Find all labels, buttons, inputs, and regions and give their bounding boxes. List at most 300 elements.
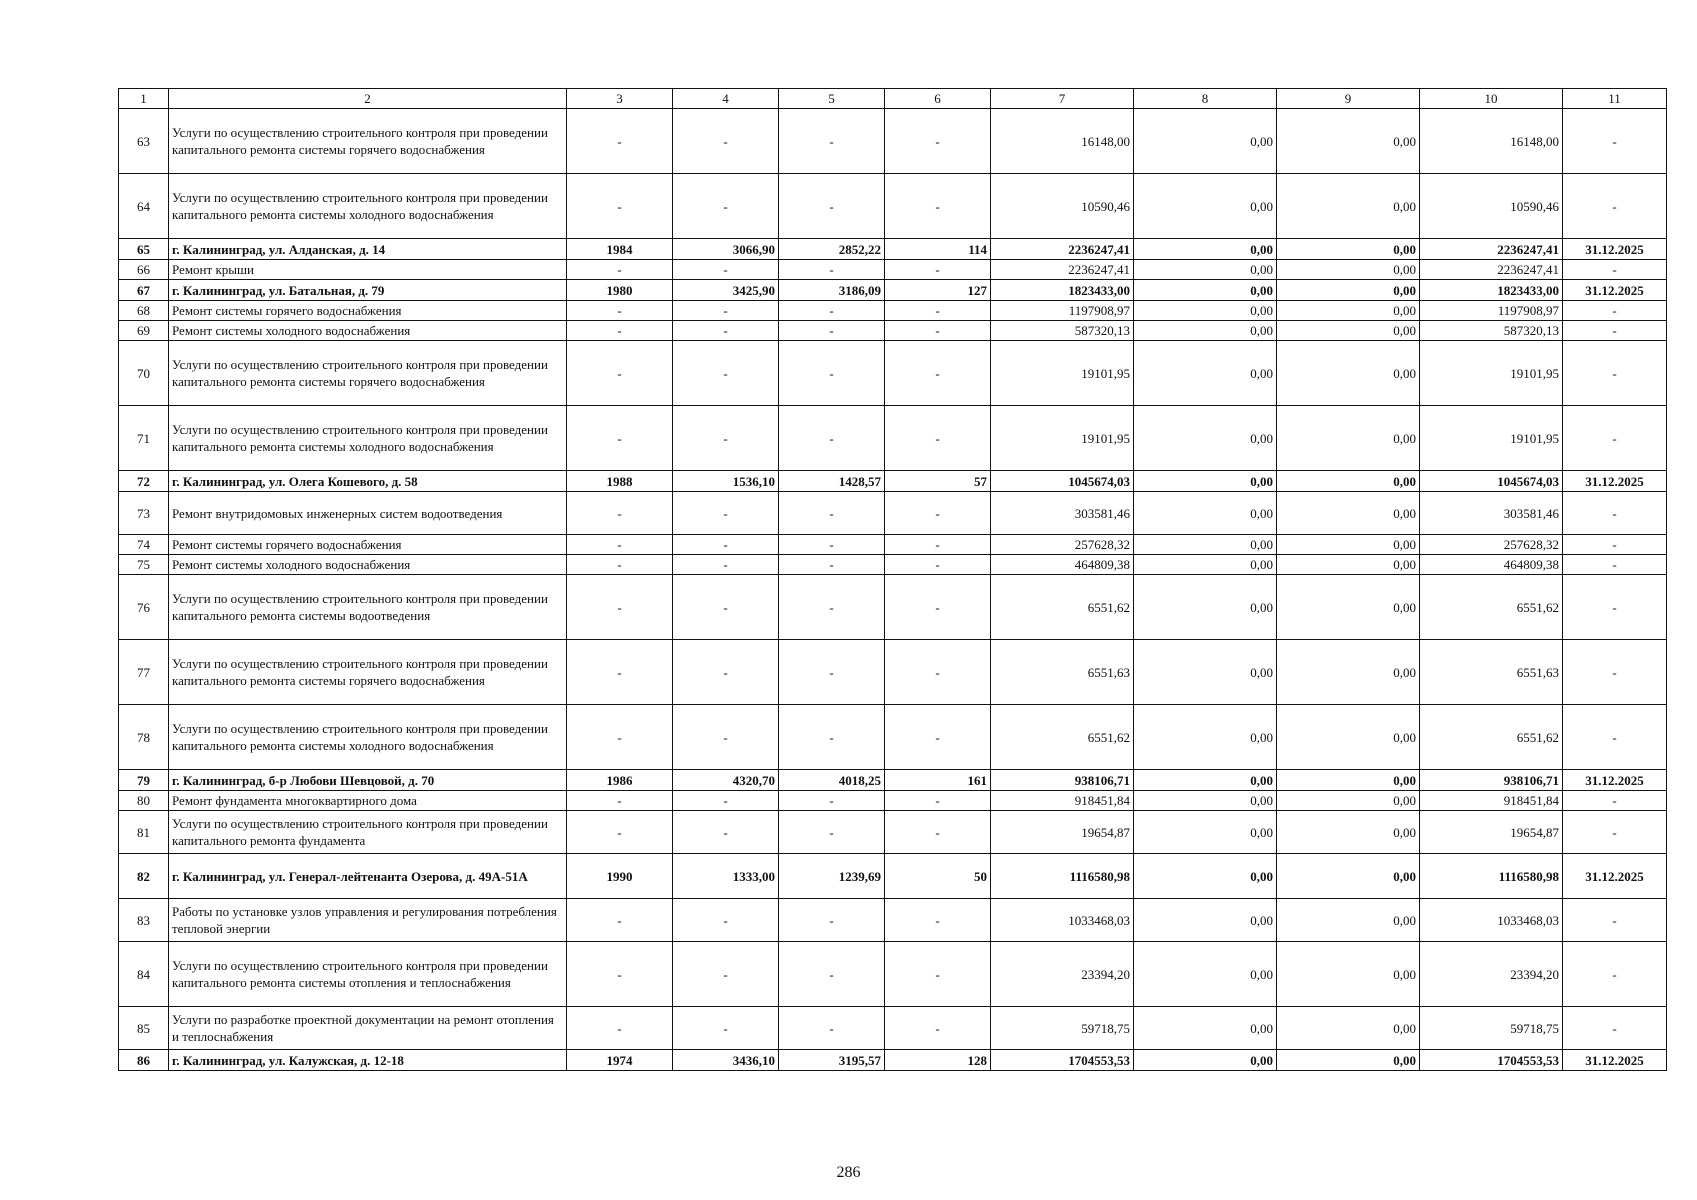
value-cell: - <box>885 260 991 280</box>
value-cell: - <box>673 899 779 942</box>
row-number: 68 <box>119 301 169 321</box>
completion-date: 31.12.2025 <box>1563 471 1667 492</box>
value-cell: 257628,32 <box>991 535 1134 555</box>
table-row <box>119 555 1667 575</box>
value-cell: - <box>673 791 779 811</box>
value-cell: - <box>673 575 779 640</box>
value-cell: - <box>673 341 779 406</box>
value-cell: 0,00 <box>1134 301 1277 321</box>
value-cell: - <box>567 301 673 321</box>
completion-date: - <box>1563 109 1667 174</box>
value-cell: - <box>885 301 991 321</box>
value-cell: - <box>567 321 673 341</box>
table-row <box>119 942 1667 1007</box>
value-cell: - <box>567 109 673 174</box>
completion-date: - <box>1563 811 1667 854</box>
table-row <box>119 341 1667 406</box>
completion-date: - <box>1563 791 1667 811</box>
value-cell: 1984 <box>567 239 673 260</box>
work-description: Ремонт системы горячего водоснабжения <box>169 301 567 321</box>
value-cell: - <box>779 406 885 471</box>
value-cell: 19101,95 <box>1420 341 1563 406</box>
value-cell: 19101,95 <box>1420 406 1563 471</box>
value-cell: - <box>779 301 885 321</box>
value-cell: 1033468,03 <box>991 899 1134 942</box>
completion-date: - <box>1563 640 1667 705</box>
value-cell: 161 <box>885 770 991 791</box>
value-cell: - <box>673 174 779 239</box>
value-cell: - <box>673 492 779 535</box>
value-cell: - <box>779 811 885 854</box>
work-description: Услуги по осуществлению строительного контроля при проведении капитального ремонта системы отопления и теплоснабжения <box>169 942 567 1007</box>
value-cell: - <box>779 1007 885 1050</box>
value-cell: 0,00 <box>1134 899 1277 942</box>
row-number: 78 <box>119 705 169 770</box>
value-cell: - <box>885 406 991 471</box>
value-cell: 2852,22 <box>779 239 885 260</box>
value-cell: - <box>567 575 673 640</box>
value-cell: - <box>673 406 779 471</box>
work-description: Ремонт внутридомовых инженерных систем водоотведения <box>169 492 567 535</box>
value-cell: - <box>779 321 885 341</box>
row-number: 84 <box>119 942 169 1007</box>
value-cell: 23394,20 <box>1420 942 1563 1007</box>
value-cell: 0,00 <box>1134 471 1277 492</box>
value-cell: 0,00 <box>1277 705 1420 770</box>
column-header-5: 5 <box>779 89 885 109</box>
table-row <box>119 406 1667 471</box>
value-cell: - <box>567 260 673 280</box>
value-cell: 0,00 <box>1134 109 1277 174</box>
value-cell: 19101,95 <box>991 341 1134 406</box>
value-cell: 303581,46 <box>1420 492 1563 535</box>
value-cell: - <box>567 492 673 535</box>
value-cell: 1428,57 <box>779 471 885 492</box>
column-header-9: 9 <box>1277 89 1420 109</box>
value-cell: - <box>567 942 673 1007</box>
value-cell: 0,00 <box>1134 854 1277 899</box>
value-cell: 16148,00 <box>991 109 1134 174</box>
value-cell: 0,00 <box>1277 535 1420 555</box>
value-cell: 1033468,03 <box>1420 899 1563 942</box>
value-cell: 19101,95 <box>991 406 1134 471</box>
completion-date: 31.12.2025 <box>1563 770 1667 791</box>
value-cell: 6551,63 <box>1420 640 1563 705</box>
value-cell: - <box>779 260 885 280</box>
table-body <box>119 109 1667 1071</box>
value-cell: 6551,62 <box>991 575 1134 640</box>
value-cell: 464809,38 <box>991 555 1134 575</box>
table-row <box>119 239 1667 260</box>
value-cell: 2236247,41 <box>991 239 1134 260</box>
value-cell: 23394,20 <box>991 942 1134 1007</box>
value-cell: 1980 <box>567 280 673 301</box>
value-cell: 918451,84 <box>991 791 1134 811</box>
value-cell: - <box>673 301 779 321</box>
value-cell: 3186,09 <box>779 280 885 301</box>
table-row <box>119 640 1667 705</box>
value-cell: 3195,57 <box>779 1050 885 1071</box>
column-header-3: 3 <box>567 89 673 109</box>
completion-date: - <box>1563 705 1667 770</box>
value-cell: 0,00 <box>1134 1050 1277 1071</box>
value-cell: - <box>673 109 779 174</box>
works-table <box>118 88 1667 1071</box>
value-cell: 0,00 <box>1277 174 1420 239</box>
work-description: г. Калининград, ул. Генерал-лейтенанта Озерова, д. 49А-51А <box>169 854 567 899</box>
value-cell: - <box>673 640 779 705</box>
value-cell: 464809,38 <box>1420 555 1563 575</box>
value-cell: 0,00 <box>1277 260 1420 280</box>
value-cell: 0,00 <box>1134 705 1277 770</box>
completion-date: 31.12.2025 <box>1563 239 1667 260</box>
value-cell: 0,00 <box>1134 174 1277 239</box>
completion-date: - <box>1563 575 1667 640</box>
value-cell: 0,00 <box>1277 791 1420 811</box>
value-cell: - <box>779 341 885 406</box>
value-cell: 10590,46 <box>991 174 1134 239</box>
value-cell: - <box>779 705 885 770</box>
work-description: Услуги по осуществлению строительного контроля при проведении капитального ремонта системы горячего водоснабжения <box>169 640 567 705</box>
row-number: 67 <box>119 280 169 301</box>
value-cell: 1045674,03 <box>1420 471 1563 492</box>
table-row <box>119 174 1667 239</box>
value-cell: - <box>885 555 991 575</box>
row-number: 71 <box>119 406 169 471</box>
value-cell: 16148,00 <box>1420 109 1563 174</box>
value-cell: 0,00 <box>1277 280 1420 301</box>
completion-date: - <box>1563 301 1667 321</box>
value-cell: - <box>885 174 991 239</box>
table-row <box>119 1050 1667 1071</box>
work-description: г. Калининград, б-р Любови Шевцовой, д. 70 <box>169 770 567 791</box>
value-cell: - <box>885 341 991 406</box>
value-cell: - <box>779 942 885 1007</box>
completion-date: 31.12.2025 <box>1563 1050 1667 1071</box>
value-cell: 2236247,41 <box>1420 260 1563 280</box>
value-cell: - <box>779 555 885 575</box>
value-cell: 0,00 <box>1134 555 1277 575</box>
value-cell: 128 <box>885 1050 991 1071</box>
completion-date: - <box>1563 555 1667 575</box>
completion-date: - <box>1563 174 1667 239</box>
value-cell: 114 <box>885 239 991 260</box>
value-cell: - <box>885 811 991 854</box>
value-cell: 6551,62 <box>1420 575 1563 640</box>
work-description: Услуги по осуществлению строительного контроля при проведении капитального ремонта системы горячего водоснабжения <box>169 109 567 174</box>
table-row <box>119 899 1667 942</box>
value-cell: 0,00 <box>1134 260 1277 280</box>
work-description: Услуги по осуществлению строительного контроля при проведении капитального ремонта фундамента <box>169 811 567 854</box>
value-cell: 0,00 <box>1277 1007 1420 1050</box>
column-header-6: 6 <box>885 89 991 109</box>
column-number-row <box>119 89 1667 109</box>
column-header-11: 11 <box>1563 89 1667 109</box>
completion-date: - <box>1563 899 1667 942</box>
table-row <box>119 791 1667 811</box>
value-cell: - <box>885 575 991 640</box>
value-cell: 1116580,98 <box>1420 854 1563 899</box>
work-description: г. Калининград, ул. Батальная, д. 79 <box>169 280 567 301</box>
table-row <box>119 301 1667 321</box>
value-cell: - <box>567 1007 673 1050</box>
value-cell: - <box>673 555 779 575</box>
value-cell: - <box>779 535 885 555</box>
column-header-2: 2 <box>169 89 567 109</box>
value-cell: - <box>885 535 991 555</box>
value-cell: 0,00 <box>1134 942 1277 1007</box>
value-cell: - <box>673 811 779 854</box>
value-cell: - <box>885 109 991 174</box>
row-number: 66 <box>119 260 169 280</box>
value-cell: 938106,71 <box>991 770 1134 791</box>
value-cell: 0,00 <box>1134 406 1277 471</box>
value-cell: 587320,13 <box>1420 321 1563 341</box>
value-cell: 0,00 <box>1134 239 1277 260</box>
column-header-7: 7 <box>991 89 1134 109</box>
work-description: Услуги по осуществлению строительного контроля при проведении капитального ремонта системы холодного водоснабжения <box>169 705 567 770</box>
work-description: Услуги по осуществлению строительного контроля при проведении капитального ремонта системы холодного водоснабжения <box>169 406 567 471</box>
value-cell: 2236247,41 <box>991 260 1134 280</box>
value-cell: 4018,25 <box>779 770 885 791</box>
value-cell: 6551,62 <box>1420 705 1563 770</box>
work-description: г. Калининград, ул. Алданская, д. 14 <box>169 239 567 260</box>
table-row <box>119 321 1667 341</box>
value-cell: - <box>779 791 885 811</box>
value-cell: 59718,75 <box>991 1007 1134 1050</box>
column-header-4: 4 <box>673 89 779 109</box>
value-cell: 1197908,97 <box>991 301 1134 321</box>
value-cell: - <box>673 260 779 280</box>
value-cell: 59718,75 <box>1420 1007 1563 1050</box>
value-cell: - <box>885 492 991 535</box>
completion-date: - <box>1563 492 1667 535</box>
work-description: Услуги по разработке проектной документации на ремонт отопления и теплоснабжения <box>169 1007 567 1050</box>
completion-date: - <box>1563 535 1667 555</box>
value-cell: - <box>567 640 673 705</box>
column-header-1: 1 <box>119 89 169 109</box>
value-cell: - <box>885 705 991 770</box>
value-cell: - <box>567 811 673 854</box>
value-cell: 1823433,00 <box>991 280 1134 301</box>
value-cell: 0,00 <box>1277 942 1420 1007</box>
value-cell: 0,00 <box>1277 899 1420 942</box>
value-cell: 0,00 <box>1277 406 1420 471</box>
value-cell: - <box>885 791 991 811</box>
completion-date: 31.12.2025 <box>1563 854 1667 899</box>
column-header-10: 10 <box>1420 89 1563 109</box>
value-cell: 0,00 <box>1277 239 1420 260</box>
value-cell: 0,00 <box>1277 555 1420 575</box>
value-cell: - <box>567 341 673 406</box>
value-cell: - <box>673 321 779 341</box>
work-description: Ремонт крыши <box>169 260 567 280</box>
value-cell: - <box>673 1007 779 1050</box>
value-cell: 0,00 <box>1134 321 1277 341</box>
row-number: 76 <box>119 575 169 640</box>
row-number: 64 <box>119 174 169 239</box>
completion-date: - <box>1563 406 1667 471</box>
value-cell: 4320,70 <box>673 770 779 791</box>
value-cell: 1045674,03 <box>991 471 1134 492</box>
value-cell: - <box>779 492 885 535</box>
completion-date: - <box>1563 942 1667 1007</box>
row-number: 74 <box>119 535 169 555</box>
table-row <box>119 280 1667 301</box>
value-cell: 257628,32 <box>1420 535 1563 555</box>
value-cell: 3436,10 <box>673 1050 779 1071</box>
row-number: 82 <box>119 854 169 899</box>
value-cell: - <box>567 555 673 575</box>
value-cell: - <box>673 535 779 555</box>
value-cell: 0,00 <box>1134 341 1277 406</box>
value-cell: 0,00 <box>1277 854 1420 899</box>
work-description: Ремонт системы горячего водоснабжения <box>169 535 567 555</box>
value-cell: 1197908,97 <box>1420 301 1563 321</box>
value-cell: 10590,46 <box>1420 174 1563 239</box>
value-cell: - <box>673 705 779 770</box>
column-header-8: 8 <box>1134 89 1277 109</box>
value-cell: 1823433,00 <box>1420 280 1563 301</box>
value-cell: 1333,00 <box>673 854 779 899</box>
work-description: Услуги по осуществлению строительного контроля при проведении капитального ремонта системы водоотведения <box>169 575 567 640</box>
value-cell: 0,00 <box>1277 109 1420 174</box>
value-cell: - <box>885 1007 991 1050</box>
row-number: 75 <box>119 555 169 575</box>
value-cell: - <box>779 899 885 942</box>
row-number: 85 <box>119 1007 169 1050</box>
value-cell: 0,00 <box>1134 770 1277 791</box>
value-cell: - <box>673 942 779 1007</box>
value-cell: 19654,87 <box>991 811 1134 854</box>
value-cell: - <box>567 899 673 942</box>
completion-date: - <box>1563 341 1667 406</box>
table-row <box>119 575 1667 640</box>
row-number: 69 <box>119 321 169 341</box>
value-cell: 6551,62 <box>991 705 1134 770</box>
value-cell: 0,00 <box>1277 811 1420 854</box>
work-description: Ремонт системы холодного водоснабжения <box>169 555 567 575</box>
work-description: г. Калининград, ул. Олега Кошевого, д. 58 <box>169 471 567 492</box>
value-cell: 587320,13 <box>991 321 1134 341</box>
table-row <box>119 492 1667 535</box>
value-cell: 0,00 <box>1134 280 1277 301</box>
value-cell: - <box>885 321 991 341</box>
value-cell: 1990 <box>567 854 673 899</box>
table-row <box>119 109 1667 174</box>
page-number: 286 <box>836 1164 861 1181</box>
table-row <box>119 705 1667 770</box>
value-cell: 0,00 <box>1134 1007 1277 1050</box>
value-cell: - <box>779 109 885 174</box>
value-cell: 303581,46 <box>991 492 1134 535</box>
row-number: 72 <box>119 471 169 492</box>
value-cell: 0,00 <box>1134 791 1277 811</box>
value-cell: - <box>885 640 991 705</box>
value-cell: 0,00 <box>1277 640 1420 705</box>
work-description: Работы по установке узлов управления и регулирования потребления тепловой энергии <box>169 899 567 942</box>
value-cell: 0,00 <box>1277 770 1420 791</box>
row-number: 77 <box>119 640 169 705</box>
table-row <box>119 770 1667 791</box>
value-cell: 938106,71 <box>1420 770 1563 791</box>
value-cell: 1704553,53 <box>991 1050 1134 1071</box>
value-cell: 0,00 <box>1277 471 1420 492</box>
value-cell: 0,00 <box>1277 341 1420 406</box>
value-cell: 0,00 <box>1134 575 1277 640</box>
value-cell: - <box>779 575 885 640</box>
table-row <box>119 471 1667 492</box>
value-cell: 57 <box>885 471 991 492</box>
value-cell: 19654,87 <box>1420 811 1563 854</box>
work-description: Ремонт фундамента многоквартирного дома <box>169 791 567 811</box>
value-cell: - <box>567 406 673 471</box>
value-cell: - <box>779 640 885 705</box>
value-cell: 3425,90 <box>673 280 779 301</box>
row-number: 81 <box>119 811 169 854</box>
value-cell: 2236247,41 <box>1420 239 1563 260</box>
row-number: 73 <box>119 492 169 535</box>
row-number: 80 <box>119 791 169 811</box>
completion-date: - <box>1563 260 1667 280</box>
value-cell: 0,00 <box>1134 535 1277 555</box>
value-cell: 1536,10 <box>673 471 779 492</box>
completion-date: - <box>1563 321 1667 341</box>
value-cell: 1239,69 <box>779 854 885 899</box>
work-description: Ремонт системы холодного водоснабжения <box>169 321 567 341</box>
work-description: Услуги по осуществлению строительного контроля при проведении капитального ремонта системы холодного водоснабжения <box>169 174 567 239</box>
completion-date: - <box>1563 1007 1667 1050</box>
value-cell: 1986 <box>567 770 673 791</box>
work-description: г. Калининград, ул. Калужская, д. 12-18 <box>169 1050 567 1071</box>
value-cell: 0,00 <box>1134 811 1277 854</box>
value-cell: - <box>567 174 673 239</box>
value-cell: - <box>567 705 673 770</box>
table-row <box>119 260 1667 280</box>
value-cell: 0,00 <box>1277 321 1420 341</box>
value-cell: 1116580,98 <box>991 854 1134 899</box>
value-cell: 50 <box>885 854 991 899</box>
row-number: 65 <box>119 239 169 260</box>
value-cell: - <box>567 535 673 555</box>
value-cell: - <box>779 174 885 239</box>
work-description: Услуги по осуществлению строительного контроля при проведении капитального ремонта системы горячего водоснабжения <box>169 341 567 406</box>
row-number: 70 <box>119 341 169 406</box>
table-row <box>119 1007 1667 1050</box>
value-cell: 0,00 <box>1134 492 1277 535</box>
value-cell: 1704553,53 <box>1420 1050 1563 1071</box>
table-row <box>119 854 1667 899</box>
value-cell: 127 <box>885 280 991 301</box>
table-row <box>119 535 1667 555</box>
value-cell: 1974 <box>567 1050 673 1071</box>
value-cell: 0,00 <box>1277 575 1420 640</box>
value-cell: 0,00 <box>1134 640 1277 705</box>
value-cell: 3066,90 <box>673 239 779 260</box>
table-row <box>119 811 1667 854</box>
value-cell: 1988 <box>567 471 673 492</box>
value-cell: 6551,63 <box>991 640 1134 705</box>
completion-date: 31.12.2025 <box>1563 280 1667 301</box>
value-cell: 0,00 <box>1277 492 1420 535</box>
value-cell: - <box>567 791 673 811</box>
value-cell: - <box>885 942 991 1007</box>
value-cell: - <box>885 899 991 942</box>
row-number: 79 <box>119 770 169 791</box>
row-number: 86 <box>119 1050 169 1071</box>
row-number: 83 <box>119 899 169 942</box>
value-cell: 0,00 <box>1277 301 1420 321</box>
